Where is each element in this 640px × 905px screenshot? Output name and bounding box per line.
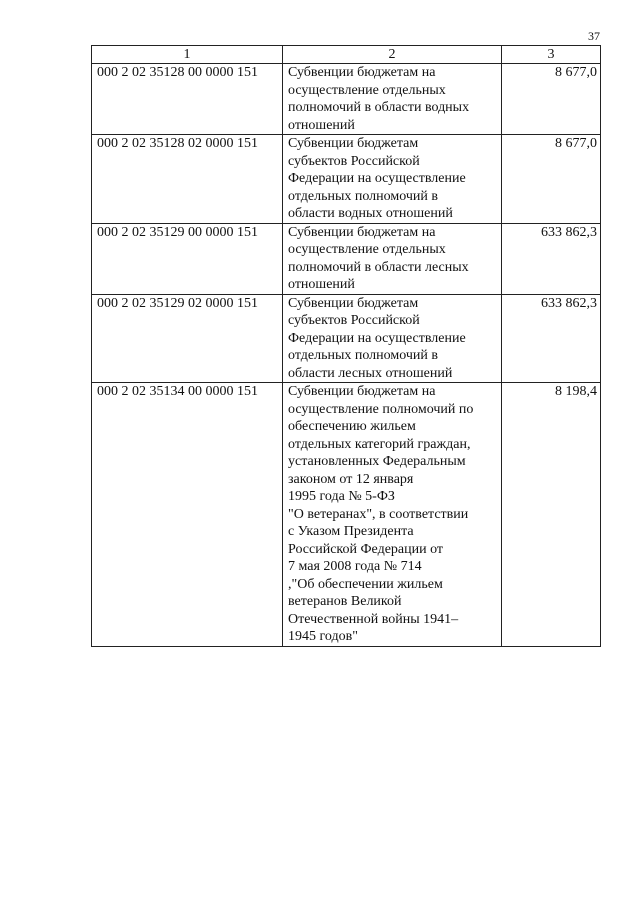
budget-item-name: Субвенции бюджетам на осуществление отдельных полномочий в области лесных отношений xyxy=(283,223,502,294)
column-header-name: 2 xyxy=(283,46,502,64)
budget-code: 000 2 02 35129 00 0000 151 xyxy=(92,223,283,294)
budget-code: 000 2 02 35128 02 0000 151 xyxy=(92,135,283,224)
budget-item-name: Субвенции бюджетам на осуществление полномочий по обеспечению жильем отдельных категорий граждан, установленных Федеральным законом от 12 января 1995 года № 5-ФЗ "О ветеранах", в соответствии с Указом Президента Российской Федерации от 7 мая 2008 года № 714 ,"Об обеспечении жильем ветеранов Великой Отечественной войны 1941– 1945 годов" xyxy=(283,383,502,647)
budget-code: 000 2 02 35128 00 0000 151 xyxy=(92,64,283,135)
budget-amount: 633 862,3 xyxy=(502,223,601,294)
table-row xyxy=(92,383,601,647)
table-row xyxy=(92,294,601,383)
budget-item-name: Субвенции бюджетам на осуществление отдельных полномочий в области водных отношений xyxy=(283,64,502,135)
table-row xyxy=(92,64,601,135)
budget-code: 000 2 02 35134 00 0000 151 xyxy=(92,383,283,647)
budget-amount: 8 198,4 xyxy=(502,383,601,647)
budget-code: 000 2 02 35129 02 0000 151 xyxy=(92,294,283,383)
table-row xyxy=(92,135,601,224)
budget-table xyxy=(91,45,601,647)
header-row xyxy=(92,46,601,64)
column-header-amount: 3 xyxy=(502,46,601,64)
budget-amount: 633 862,3 xyxy=(502,294,601,383)
budget-amount: 8 677,0 xyxy=(502,135,601,224)
page-number: 37 xyxy=(588,29,600,43)
table-row xyxy=(92,223,601,294)
budget-item-name: Субвенции бюджетам субъектов Российской Федерации на осуществление отдельных полномочий в области водных отношений xyxy=(283,135,502,224)
column-header-code: 1 xyxy=(92,46,283,64)
budget-item-name: Субвенции бюджетам субъектов Российской Федерации на осуществление отдельных полномочий в области лесных отношений xyxy=(283,294,502,383)
budget-amount: 8 677,0 xyxy=(502,64,601,135)
